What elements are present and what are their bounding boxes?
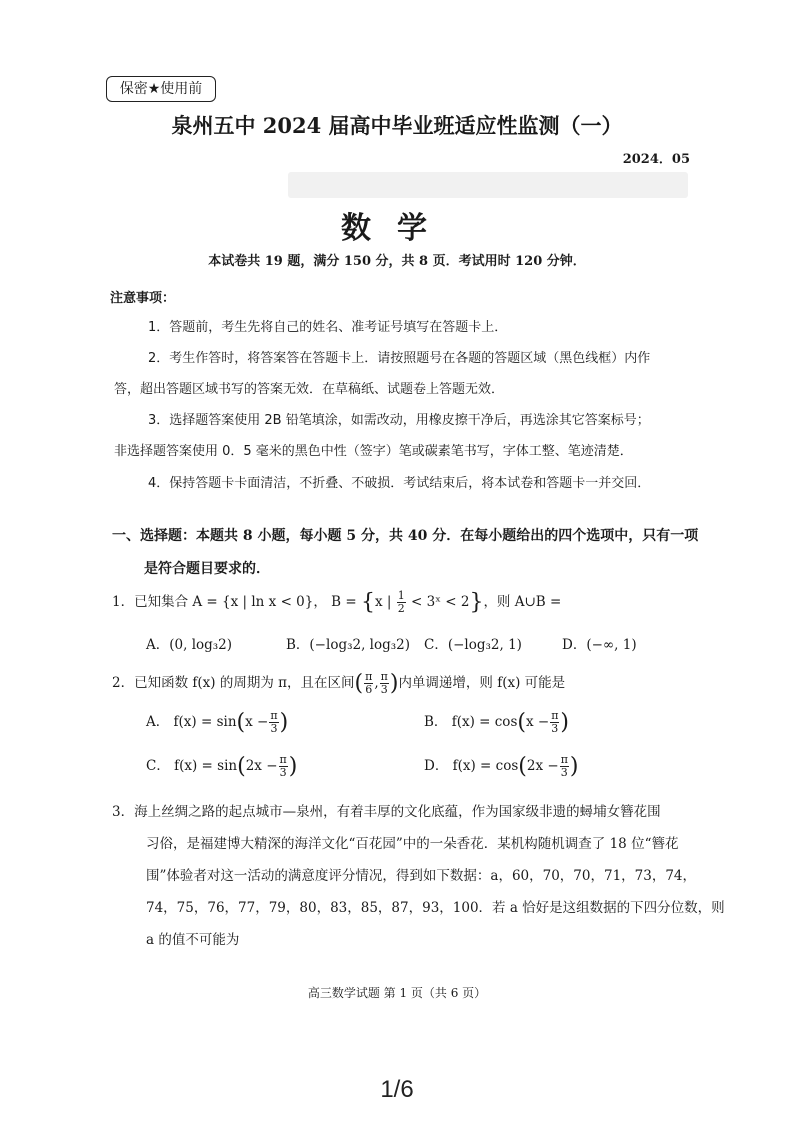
- confidential-stamp: 保密★使用前: [106, 76, 216, 102]
- question-3-line: 围”体验者对这一活动的满意度评分情况，得到如下数据：a，60，70，70，71，73，74，: [146, 868, 697, 884]
- pi-over-3: [269, 710, 278, 735]
- frac-num: π: [560, 753, 568, 766]
- page-indicator: 1/6: [380, 1076, 414, 1103]
- q2-stem-a: 已知函数 f(x) 的周期为 π，且在区间: [134, 675, 355, 691]
- right-paren: ): [288, 754, 298, 779]
- page-footer: 高三数学试题 第 1 页（共 6 页）: [307, 986, 487, 1000]
- right-paren: ): [279, 710, 289, 735]
- set-a-def: 已知集合 A = {x | ln x < 0}，: [134, 594, 327, 610]
- q2-option-b: [424, 710, 569, 735]
- interval-start: [364, 671, 373, 696]
- notes-heading: 注意事项：: [110, 291, 176, 306]
- frac-den: 6: [365, 683, 373, 696]
- frac-den: 3: [279, 766, 287, 779]
- right-brace: }: [469, 590, 484, 615]
- note-line: 1．答题前，考生先将自己的姓名、准考证号填写在答题卡上．: [148, 320, 508, 335]
- option-label: D． f(x) = cos: [424, 758, 519, 774]
- q1-ask: ，则 A∪B =: [483, 594, 562, 610]
- fraction-half: [397, 590, 406, 615]
- pi-over-3: [560, 754, 569, 779]
- scan-smudge: [288, 172, 688, 198]
- frac-num: π: [551, 709, 559, 722]
- right-paren: ): [389, 671, 399, 696]
- note-line: 4．保持答题卡卡面清洁，不折叠、不破损．考试结束后，将本试卷和答题卡一并交回．: [148, 476, 651, 491]
- option-label: A． f(x) = sin: [146, 714, 237, 730]
- section-heading: 一、选择题：本题共 8 小题，每小题 5 分，共 40 分．在每小题给出的四个选项中，只有一项: [112, 528, 699, 544]
- set-b-label: B =: [331, 594, 361, 610]
- frac-den: 3: [560, 766, 568, 779]
- left-paren: (: [236, 710, 246, 735]
- question-3-line: [112, 800, 661, 820]
- q2-stem-b: 内单调递增，则 f(x) 可能是: [398, 675, 566, 691]
- left-paren: (: [518, 754, 527, 779]
- note-line: 2．考生作答时，将答案答在答题卡上．请按照题号在各题的答题区域（黑色线框）内作: [148, 351, 651, 366]
- question-1-stem: [112, 590, 561, 615]
- note-line: 3．选择题答案使用 2B 铅笔填涂，如需改动，用橡皮擦干净后，再选涂其它答案标号；: [148, 413, 650, 428]
- frac-den: 2: [397, 602, 405, 615]
- option-inner: x −: [245, 714, 269, 730]
- q2-option-d: [424, 754, 579, 779]
- frac-den: 3: [380, 683, 388, 696]
- right-paren: ): [569, 754, 579, 779]
- frac-num: π: [380, 670, 388, 683]
- frac-num: π: [270, 709, 278, 722]
- right-paren: ): [560, 710, 570, 735]
- question-2-stem: 2．已知函数 f(x) 的周期为 π，且在区间( $\frac{\pi}{6}$ , $\frac{\pi}{3}$ )内单调递增，则 f(x) 可能是: [112, 670, 566, 696]
- frac-den: 3: [551, 722, 559, 735]
- option-inner: 2x −: [245, 758, 278, 774]
- pi-over-3: [550, 710, 559, 735]
- exam-title: 泉州五中 2024 届高中毕业班适应性监测（一）: [171, 113, 623, 138]
- option-inner: 2x −: [526, 758, 559, 774]
- note-line: 非选择题答案使用 0．5 毫米的黑色中性（签字）笔或碳素笔书写，字体工整、笔迹清楚．: [114, 444, 633, 459]
- frac-num: π: [365, 670, 373, 683]
- q1-option-c: C．(−log₃2, 1): [424, 637, 522, 653]
- q3-text: 海上丝绸之路的起点城市—泉州，有着丰厚的文化底蕴，作为国家级非遗的蟳埔女簪花围: [134, 804, 661, 820]
- q2-option-c: [146, 754, 297, 779]
- question-3-line: a 的值不可能为: [146, 932, 240, 948]
- option-label: C． f(x) = sin: [146, 758, 238, 774]
- set-b-cond: < 3ˣ < 2: [406, 594, 470, 610]
- left-paren: (: [517, 710, 526, 735]
- q2-option-a: [146, 710, 288, 735]
- interval-end: [380, 671, 389, 696]
- question-number: 2．: [112, 675, 135, 691]
- note-line: 答，超出答题区域书写的答案无效．在草稿纸、试题卷上答题无效．: [114, 382, 505, 397]
- pi-over-3: [279, 754, 288, 779]
- left-paren: (: [237, 754, 246, 779]
- frac-num: π: [279, 753, 287, 766]
- option-inner: x −: [525, 714, 550, 730]
- q1-option-a: A．(0, log₃2): [146, 637, 233, 653]
- set-b-var: x |: [374, 594, 396, 610]
- question-3-line: 74，75，76，77，79，80，83，85，87，93，100．若 a 恰好是这组数据的下四分位数，则: [146, 900, 725, 916]
- frac-den: 3: [270, 722, 278, 735]
- q1-option-d: D．(−∞, 1): [562, 637, 637, 653]
- option-label: B． f(x) = cos: [424, 714, 518, 730]
- question-number: 3．: [112, 804, 135, 820]
- q1-option-b: B．(−log₃2, log₃2): [286, 637, 411, 653]
- subject-title: 数学: [341, 211, 453, 246]
- section-heading-cont: 是符合题目要求的．: [144, 561, 270, 577]
- question-number: 1．: [112, 594, 135, 610]
- question-3-line: 习俗，是福建博大精深的海洋文化“百花园”中的一朵香花．某机构随机调查了 18 位“簪花: [146, 836, 679, 852]
- exam-date: 2024．05: [622, 152, 690, 167]
- left-paren: (: [354, 671, 364, 696]
- left-brace: {: [360, 590, 375, 615]
- exam-info: 本试卷共 19 题，满分 150 分，共 8 页．考试用时 120 分钟．: [208, 254, 586, 269]
- frac-num: 1: [397, 589, 405, 602]
